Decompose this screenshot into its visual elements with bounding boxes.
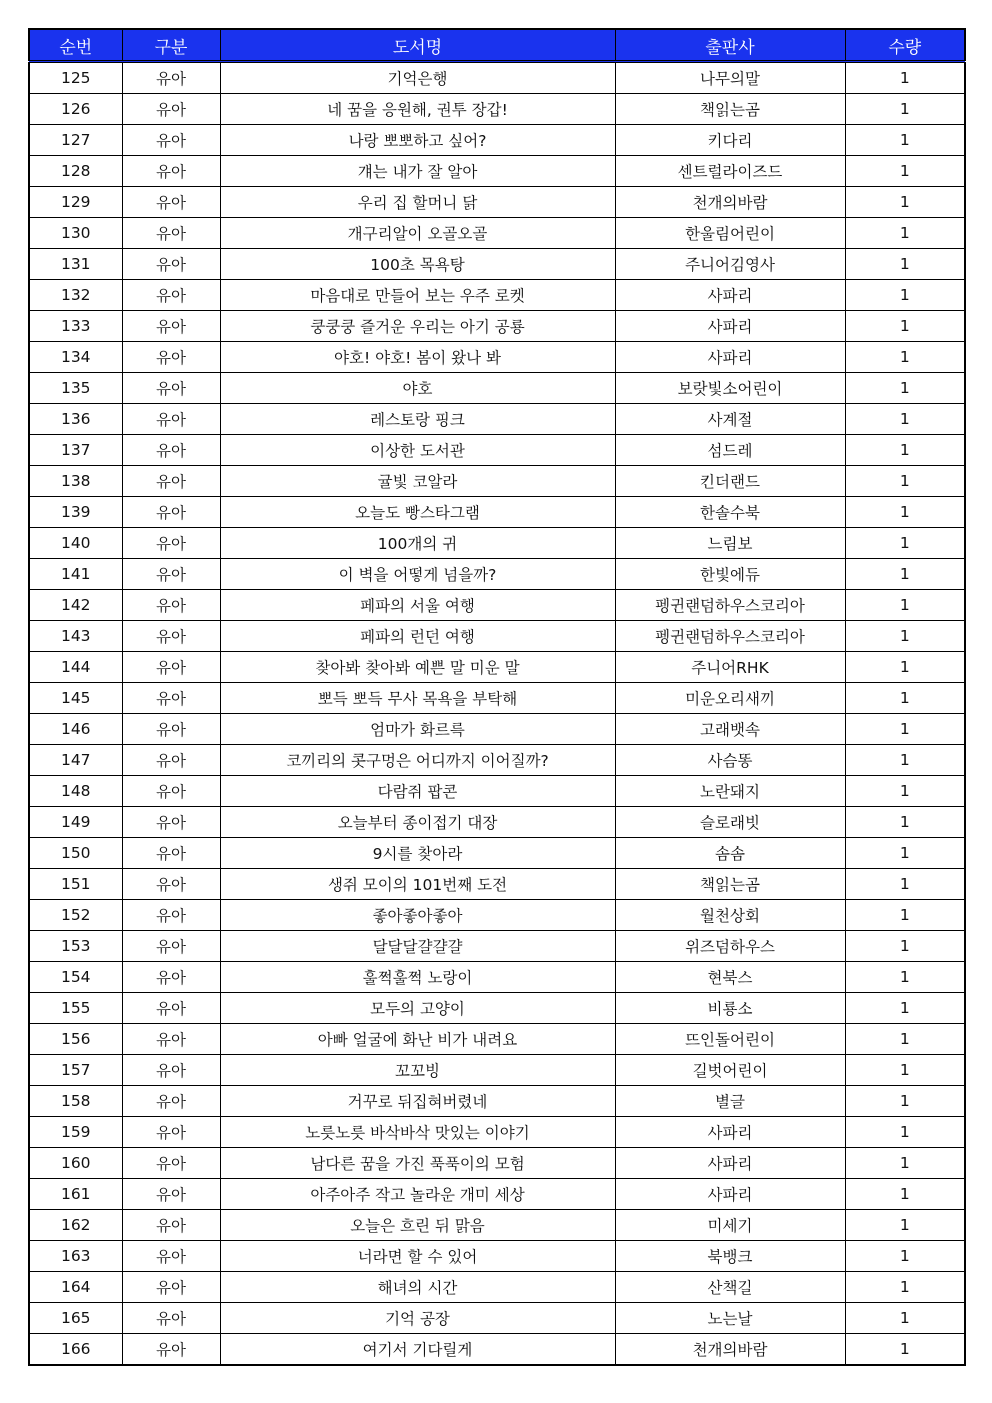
cell-no: 130 (29, 218, 122, 249)
cell-publisher: 주니어김영사 (615, 249, 845, 280)
cell-category: 유아 (122, 249, 220, 280)
cell-quantity: 1 (845, 683, 965, 714)
cell-category: 유아 (122, 652, 220, 683)
cell-title: 페파의 서울 여행 (220, 590, 615, 621)
table-row (29, 1210, 965, 1241)
cell-no: 139 (29, 497, 122, 528)
cell-title: 페파의 런던 여행 (220, 621, 615, 652)
cell-publisher: 사파리 (615, 311, 845, 342)
book-list-table (28, 28, 966, 1366)
cell-title: 기억 공장 (220, 1303, 615, 1334)
book-list-sheet (28, 28, 964, 1366)
cell-quantity: 1 (845, 435, 965, 466)
cell-quantity: 1 (845, 1272, 965, 1303)
table-row (29, 1303, 965, 1334)
cell-no: 133 (29, 311, 122, 342)
table-header (29, 29, 965, 62)
cell-category: 유아 (122, 1055, 220, 1086)
cell-category: 유아 (122, 900, 220, 931)
cell-publisher: 길벗어린이 (615, 1055, 845, 1086)
cell-title: 우리 집 할머니 닭 (220, 187, 615, 218)
cell-quantity: 1 (845, 311, 965, 342)
cell-quantity: 1 (845, 1210, 965, 1241)
cell-category: 유아 (122, 94, 220, 125)
cell-no: 152 (29, 900, 122, 931)
cell-publisher: 사파리 (615, 342, 845, 373)
cell-publisher: 사슴똥 (615, 745, 845, 776)
table-row (29, 1179, 965, 1210)
cell-quantity: 1 (845, 1241, 965, 1272)
table-row (29, 156, 965, 187)
cell-category: 유아 (122, 962, 220, 993)
cell-publisher: 주니어RHK (615, 652, 845, 683)
cell-title: 이 벽을 어떻게 넘을까? (220, 559, 615, 590)
cell-no: 135 (29, 373, 122, 404)
cell-category: 유아 (122, 497, 220, 528)
cell-no: 144 (29, 652, 122, 683)
cell-no: 140 (29, 528, 122, 559)
header-quantity: 수량 (845, 29, 965, 62)
table-row (29, 745, 965, 776)
header-category: 구분 (122, 29, 220, 62)
cell-quantity: 1 (845, 745, 965, 776)
cell-publisher: 펭귄랜덤하우스코리아 (615, 590, 845, 621)
cell-no: 125 (29, 62, 122, 94)
cell-quantity: 1 (845, 1148, 965, 1179)
table-row (29, 590, 965, 621)
cell-category: 유아 (122, 1210, 220, 1241)
cell-title: 100초 목욕탕 (220, 249, 615, 280)
cell-quantity: 1 (845, 249, 965, 280)
table-row (29, 373, 965, 404)
cell-publisher: 펭귄랜덤하우스코리아 (615, 621, 845, 652)
cell-category: 유아 (122, 838, 220, 869)
cell-title: 귤빛 코알라 (220, 466, 615, 497)
table-row (29, 714, 965, 745)
table-row (29, 683, 965, 714)
cell-title: 이상한 도서관 (220, 435, 615, 466)
cell-quantity: 1 (845, 1055, 965, 1086)
cell-title: 마음대로 만들어 보는 우주 로켓 (220, 280, 615, 311)
cell-publisher: 사파리 (615, 280, 845, 311)
cell-title: 노릇노릇 바삭바삭 맛있는 이야기 (220, 1117, 615, 1148)
cell-publisher: 슬로래빗 (615, 807, 845, 838)
cell-quantity: 1 (845, 94, 965, 125)
cell-title: 100개의 귀 (220, 528, 615, 559)
header-row (29, 29, 965, 62)
cell-quantity: 1 (845, 62, 965, 94)
cell-category: 유아 (122, 342, 220, 373)
table-row (29, 1055, 965, 1086)
cell-publisher: 센트럴라이즈드 (615, 156, 845, 187)
table-row (29, 869, 965, 900)
table-row (29, 776, 965, 807)
table-row (29, 1024, 965, 1055)
table-row (29, 838, 965, 869)
cell-title: 다람쥐 팝콘 (220, 776, 615, 807)
cell-no: 150 (29, 838, 122, 869)
table-row (29, 404, 965, 435)
table-row (29, 1241, 965, 1272)
cell-category: 유아 (122, 621, 220, 652)
cell-no: 146 (29, 714, 122, 745)
table-row (29, 466, 965, 497)
cell-no: 160 (29, 1148, 122, 1179)
table-row (29, 993, 965, 1024)
table-row (29, 280, 965, 311)
table-row (29, 94, 965, 125)
cell-quantity: 1 (845, 776, 965, 807)
header-title: 도서명 (220, 29, 615, 62)
cell-quantity: 1 (845, 1117, 965, 1148)
cell-title: 여기서 기다릴게 (220, 1334, 615, 1366)
cell-publisher: 위즈덤하우스 (615, 931, 845, 962)
cell-no: 138 (29, 466, 122, 497)
cell-category: 유아 (122, 280, 220, 311)
cell-publisher: 고래뱃속 (615, 714, 845, 745)
table-row (29, 218, 965, 249)
cell-category: 유아 (122, 1272, 220, 1303)
cell-publisher: 한빛에듀 (615, 559, 845, 590)
cell-publisher: 미운오리새끼 (615, 683, 845, 714)
cell-no: 145 (29, 683, 122, 714)
cell-category: 유아 (122, 807, 220, 838)
cell-no: 134 (29, 342, 122, 373)
cell-quantity: 1 (845, 466, 965, 497)
cell-no: 162 (29, 1210, 122, 1241)
cell-no: 127 (29, 125, 122, 156)
cell-publisher: 뜨인돌어린이 (615, 1024, 845, 1055)
header-publisher: 출판사 (615, 29, 845, 62)
cell-no: 157 (29, 1055, 122, 1086)
cell-category: 유아 (122, 1024, 220, 1055)
cell-title: 네 꿈을 응원해, 권투 장갑! (220, 94, 615, 125)
table-row (29, 1148, 965, 1179)
cell-title: 달달달걀걀걀 (220, 931, 615, 962)
cell-quantity: 1 (845, 652, 965, 683)
cell-publisher: 한솔수북 (615, 497, 845, 528)
cell-no: 151 (29, 869, 122, 900)
cell-publisher: 북뱅크 (615, 1241, 845, 1272)
cell-quantity: 1 (845, 187, 965, 218)
cell-publisher: 책읽는곰 (615, 869, 845, 900)
cell-no: 149 (29, 807, 122, 838)
cell-publisher: 느림보 (615, 528, 845, 559)
cell-no: 137 (29, 435, 122, 466)
table-row (29, 807, 965, 838)
cell-title: 너라면 할 수 있어 (220, 1241, 615, 1272)
cell-publisher: 월천상회 (615, 900, 845, 931)
cell-no: 136 (29, 404, 122, 435)
cell-no: 131 (29, 249, 122, 280)
cell-category: 유아 (122, 62, 220, 94)
cell-category: 유아 (122, 1086, 220, 1117)
cell-category: 유아 (122, 466, 220, 497)
cell-publisher: 보랏빛소어린이 (615, 373, 845, 404)
cell-category: 유아 (122, 993, 220, 1024)
table-row (29, 621, 965, 652)
table-row (29, 1086, 965, 1117)
cell-no: 126 (29, 94, 122, 125)
cell-title: 해녀의 시간 (220, 1272, 615, 1303)
cell-quantity: 1 (845, 621, 965, 652)
cell-publisher: 비룡소 (615, 993, 845, 1024)
cell-title: 기억은행 (220, 62, 615, 94)
cell-no: 141 (29, 559, 122, 590)
table-row (29, 342, 965, 373)
cell-category: 유아 (122, 559, 220, 590)
table-row (29, 1117, 965, 1148)
cell-category: 유아 (122, 528, 220, 559)
cell-quantity: 1 (845, 869, 965, 900)
cell-category: 유아 (122, 1179, 220, 1210)
table-row (29, 1334, 965, 1366)
cell-category: 유아 (122, 125, 220, 156)
cell-title: 개구리알이 오골오골 (220, 218, 615, 249)
cell-quantity: 1 (845, 900, 965, 931)
cell-title: 좋아좋아좋아 (220, 900, 615, 931)
cell-quantity: 1 (845, 1179, 965, 1210)
cell-no: 132 (29, 280, 122, 311)
cell-quantity: 1 (845, 218, 965, 249)
cell-title: 오늘도 빵스타그램 (220, 497, 615, 528)
cell-no: 142 (29, 590, 122, 621)
cell-publisher: 천개의바람 (615, 1334, 845, 1366)
cell-title: 훌쩍훌쩍 노랑이 (220, 962, 615, 993)
cell-category: 유아 (122, 1334, 220, 1366)
table-row (29, 435, 965, 466)
cell-quantity: 1 (845, 125, 965, 156)
table-row (29, 311, 965, 342)
table-row (29, 125, 965, 156)
cell-quantity: 1 (845, 993, 965, 1024)
cell-category: 유아 (122, 931, 220, 962)
cell-title: 야호! 야호! 봄이 왔나 봐 (220, 342, 615, 373)
cell-publisher: 사계절 (615, 404, 845, 435)
cell-publisher: 노는날 (615, 1303, 845, 1334)
cell-quantity: 1 (845, 1086, 965, 1117)
cell-publisher: 현북스 (615, 962, 845, 993)
cell-title: 9시를 찾아라 (220, 838, 615, 869)
cell-quantity: 1 (845, 838, 965, 869)
cell-no: 164 (29, 1272, 122, 1303)
table-row (29, 497, 965, 528)
cell-category: 유아 (122, 590, 220, 621)
cell-publisher: 한울림어린이 (615, 218, 845, 249)
cell-quantity: 1 (845, 807, 965, 838)
table-row (29, 528, 965, 559)
cell-no: 156 (29, 1024, 122, 1055)
cell-publisher: 솜솜 (615, 838, 845, 869)
table-body (29, 62, 965, 1366)
cell-publisher: 섬드레 (615, 435, 845, 466)
cell-quantity: 1 (845, 1334, 965, 1366)
cell-title: 쿵쿵쿵 즐거운 우리는 아기 공룡 (220, 311, 615, 342)
cell-title: 아빠 얼굴에 화난 비가 내려요 (220, 1024, 615, 1055)
cell-category: 유아 (122, 1303, 220, 1334)
cell-quantity: 1 (845, 1303, 965, 1334)
cell-quantity: 1 (845, 404, 965, 435)
cell-no: 159 (29, 1117, 122, 1148)
cell-publisher: 노란돼지 (615, 776, 845, 807)
cell-category: 유아 (122, 435, 220, 466)
cell-publisher: 미세기 (615, 1210, 845, 1241)
cell-publisher: 사파리 (615, 1148, 845, 1179)
cell-title: 레스토랑 핑크 (220, 404, 615, 435)
cell-category: 유아 (122, 187, 220, 218)
cell-category: 유아 (122, 714, 220, 745)
cell-title: 아주아주 작고 놀라운 개미 세상 (220, 1179, 615, 1210)
cell-category: 유아 (122, 1117, 220, 1148)
cell-title: 찾아봐 찾아봐 예쁜 말 미운 말 (220, 652, 615, 683)
cell-no: 143 (29, 621, 122, 652)
cell-category: 유아 (122, 1148, 220, 1179)
cell-quantity: 1 (845, 590, 965, 621)
cell-title: 뽀득 뽀득 무사 목욕을 부탁해 (220, 683, 615, 714)
cell-publisher: 키다리 (615, 125, 845, 156)
cell-category: 유아 (122, 404, 220, 435)
cell-title: 오늘부터 종이접기 대장 (220, 807, 615, 838)
cell-publisher: 나무의말 (615, 62, 845, 94)
cell-publisher: 사파리 (615, 1117, 845, 1148)
cell-quantity: 1 (845, 156, 965, 187)
cell-publisher: 킨더랜드 (615, 466, 845, 497)
cell-no: 163 (29, 1241, 122, 1272)
table-row (29, 559, 965, 590)
cell-title: 남다른 꿈을 가진 푹푹이의 모험 (220, 1148, 615, 1179)
table-row (29, 187, 965, 218)
cell-publisher: 별글 (615, 1086, 845, 1117)
cell-category: 유아 (122, 683, 220, 714)
cell-quantity: 1 (845, 1024, 965, 1055)
table-row (29, 1272, 965, 1303)
cell-quantity: 1 (845, 280, 965, 311)
cell-title: 모두의 고양이 (220, 993, 615, 1024)
cell-category: 유아 (122, 869, 220, 900)
table-row (29, 962, 965, 993)
cell-no: 153 (29, 931, 122, 962)
cell-quantity: 1 (845, 528, 965, 559)
cell-category: 유아 (122, 745, 220, 776)
cell-title: 나랑 뽀뽀하고 싶어? (220, 125, 615, 156)
cell-title: 야호 (220, 373, 615, 404)
cell-quantity: 1 (845, 714, 965, 745)
cell-title: 오늘은 흐린 뒤 맑음 (220, 1210, 615, 1241)
cell-title: 꼬꼬빙 (220, 1055, 615, 1086)
cell-category: 유아 (122, 156, 220, 187)
table-row (29, 931, 965, 962)
cell-no: 147 (29, 745, 122, 776)
cell-quantity: 1 (845, 497, 965, 528)
cell-no: 148 (29, 776, 122, 807)
cell-no: 128 (29, 156, 122, 187)
cell-publisher: 산책길 (615, 1272, 845, 1303)
cell-category: 유아 (122, 311, 220, 342)
cell-title: 거꾸로 뒤집혀버렸네 (220, 1086, 615, 1117)
cell-no: 129 (29, 187, 122, 218)
table-row (29, 62, 965, 94)
cell-title: 코끼리의 콧구멍은 어디까지 이어질까? (220, 745, 615, 776)
cell-publisher: 천개의바람 (615, 187, 845, 218)
cell-no: 166 (29, 1334, 122, 1366)
cell-quantity: 1 (845, 342, 965, 373)
cell-title: 엄마가 화르륵 (220, 714, 615, 745)
cell-quantity: 1 (845, 962, 965, 993)
cell-title: 생쥐 모이의 101번째 도전 (220, 869, 615, 900)
cell-title: 걔는 내가 잘 알아 (220, 156, 615, 187)
header-no: 순번 (29, 29, 122, 62)
cell-no: 161 (29, 1179, 122, 1210)
cell-no: 165 (29, 1303, 122, 1334)
cell-quantity: 1 (845, 373, 965, 404)
cell-publisher: 사파리 (615, 1179, 845, 1210)
cell-category: 유아 (122, 776, 220, 807)
cell-no: 155 (29, 993, 122, 1024)
table-row (29, 900, 965, 931)
cell-category: 유아 (122, 1241, 220, 1272)
cell-category: 유아 (122, 218, 220, 249)
cell-no: 158 (29, 1086, 122, 1117)
cell-no: 154 (29, 962, 122, 993)
cell-publisher: 책읽는곰 (615, 94, 845, 125)
cell-quantity: 1 (845, 931, 965, 962)
table-row (29, 249, 965, 280)
cell-quantity: 1 (845, 559, 965, 590)
cell-category: 유아 (122, 373, 220, 404)
table-row (29, 652, 965, 683)
